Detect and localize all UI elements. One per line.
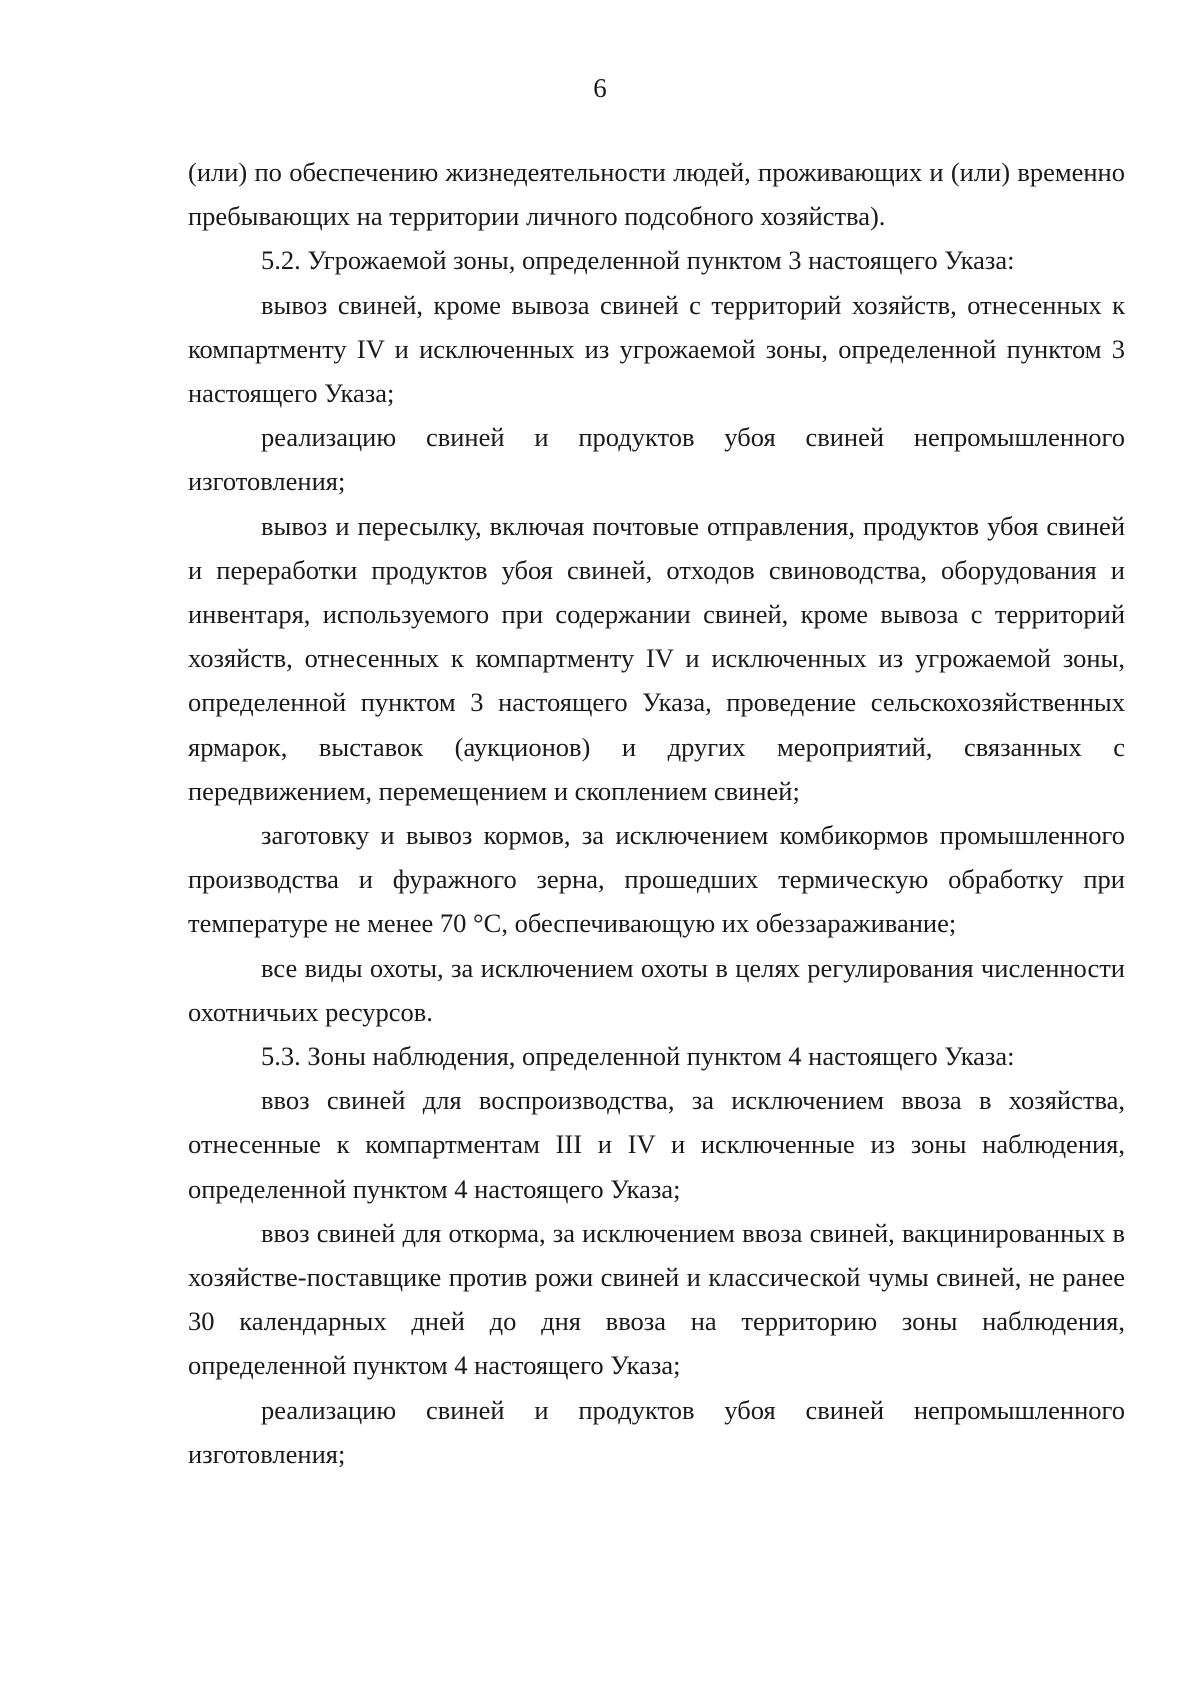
paragraph: реализацию свиней и продуктов убоя свиней непромышленного изготовления; xyxy=(188,1394,1125,1469)
section-heading-5-2: 5.2. Угрожаемой зоны, определенной пунктом 3 настоящего Указа: xyxy=(261,245,1015,276)
section-heading-5-3: 5.3. Зоны наблюдения, определенной пунктом 4 настоящего Указа: xyxy=(261,1041,1015,1072)
paragraph-continuation: (или) по обеспечению жизнедеятельности людей, проживающих и (или) временно пребывающих на территории личного подсобного хозяйства). xyxy=(188,157,1125,232)
page-number: 6 xyxy=(593,73,607,103)
paragraph: все виды охоты, за исключением охоты в целях регулирования численности охотничьих ресурсов. xyxy=(188,952,1125,1027)
paragraph: вывоз и пересылку, включая почтовые отправления, продуктов убоя свиней и переработки продуктов убоя свиней, отходов свиноводства, оборудования и инвентаря, используемого при содержании свиней, кроме вывоза с территорий хозяйств, отнесенных к компартменту IV и исключенных из угрожаемой зоны, определенной пунктом 3 настоящего Указа, проведение сельскохозяйственных ярмарок, выставок (аукционов) и других мероприятий, связанных с передвижением, перемещением и скоплением свиней; xyxy=(188,510,1125,806)
paragraph: вывоз свиней, кроме вывоза свиней с территорий хозяйств, отнесенных к компартменту IV и исключенных из угрожаемой зоны, определенной пунктом 3 настоящего Указа; xyxy=(188,289,1125,409)
paragraph: ввоз свиней для воспроизводства, за исключением ввоза в хозяйства, отнесенные к компартментам III и IV и исключенные из зоны наблюдения, определенной пунктом 4 настоящего Указа; xyxy=(188,1085,1125,1204)
paragraph: реализацию свиней и продуктов убоя свиней непромышленного изготовления; xyxy=(188,422,1125,497)
document-body xyxy=(188,150,1125,1476)
paragraph: заготовку и вывоз кормов, за исключением комбикормов промышленного производства и фуражного зерна, прошедших термическую обработку при температуре не менее 70 °С, обеспечивающую их обеззараживание; xyxy=(188,820,1125,939)
paragraph: ввоз свиней для откорма, за исключением ввоза свиней, вакцинированных в хозяйстве-поставщике против рожи свиней и классической чумы свиней, не ранее 30 календарных дней до дня ввоза на территорию зоны наблюдения, определенной пунктом 4 настоящего Указа; xyxy=(188,1217,1125,1381)
